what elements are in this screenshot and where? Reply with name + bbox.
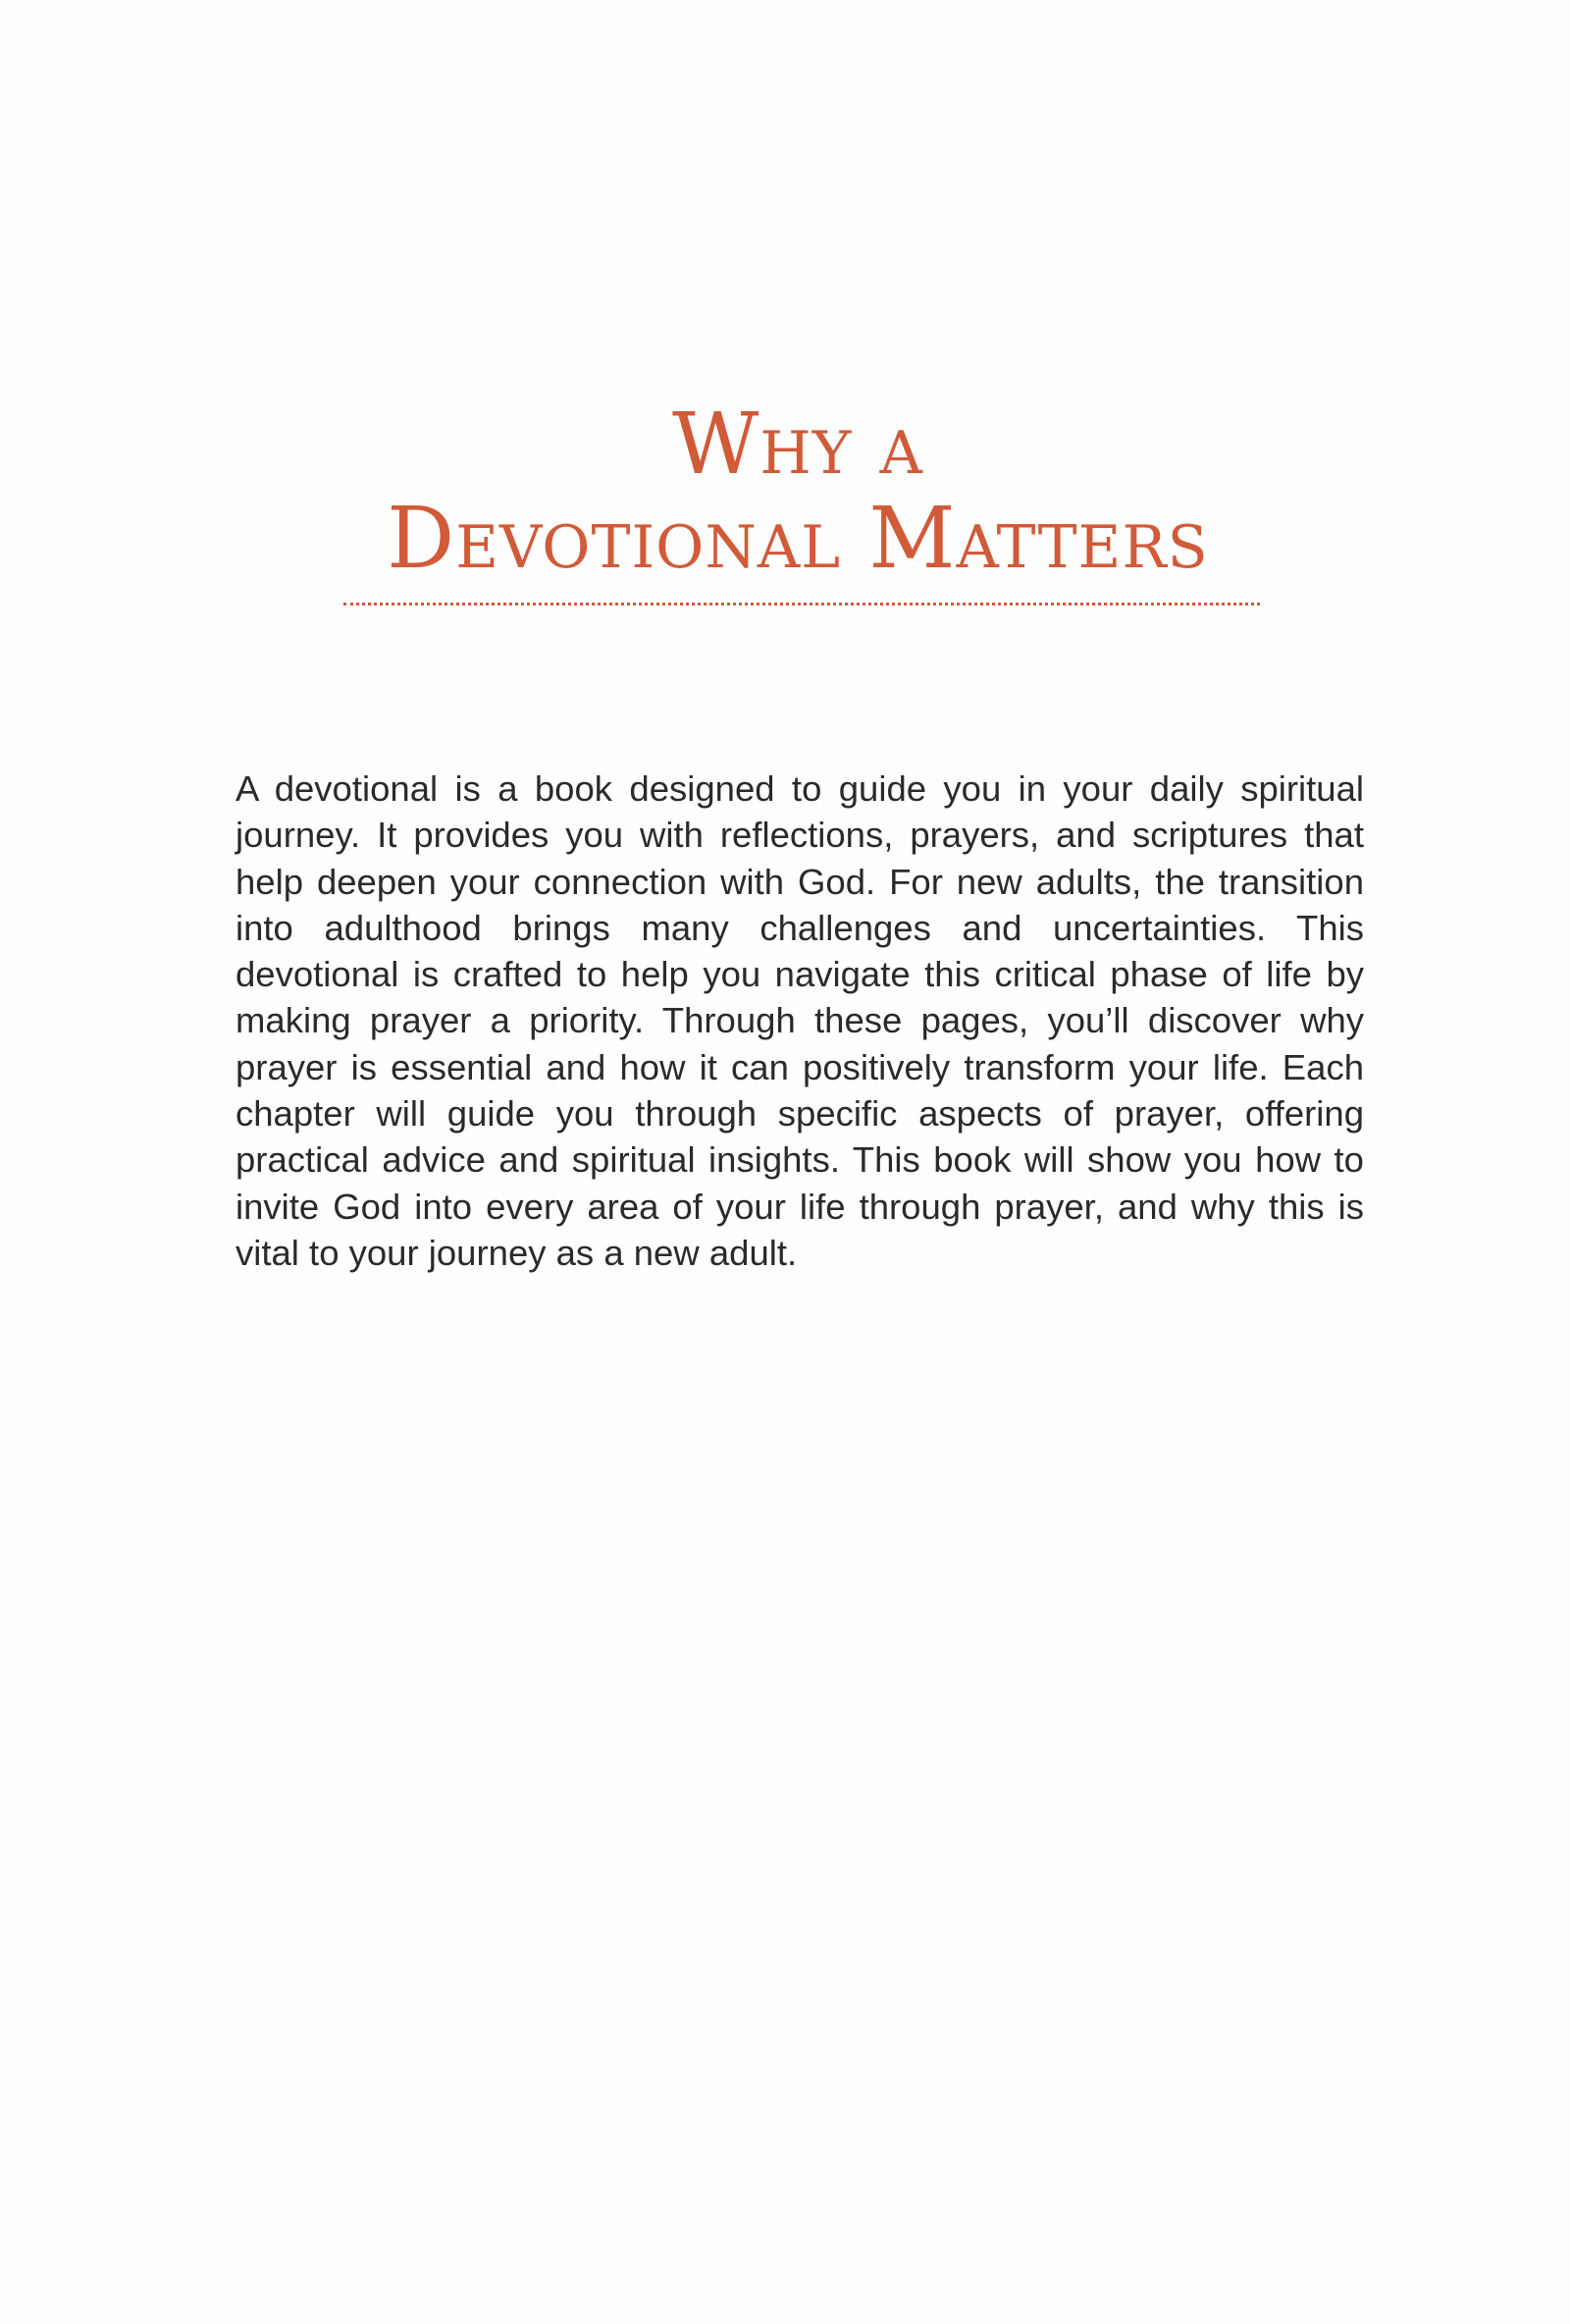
title-dotted-rule <box>343 603 1260 606</box>
chapter-title-line-2: Devotional Matters <box>387 490 1209 588</box>
chapter-title <box>334 397 1262 586</box>
body-paragraph: A devotional is a book designed to guide you in your daily spiritual journey. It provides you with reflections, prayers, and scriptures that help deepen your connection with God. For new adults, the transition into adulthood brings many challenges and uncertainties. This devotional is crafted to help you navigate this critical phase of life by making prayer a priority. Through these pages, you’ll discover why prayer is essential and how it can positively transform your life. Each chapter will guide you through specific aspects of prayer, offering practical advice and spiritual insights. This book will show you how to invite God into every area of your life through prayer, and why this is vital to your journey as a new adult. <box>236 768 1364 1273</box>
chapter-title-line-1: Why a <box>672 396 923 494</box>
